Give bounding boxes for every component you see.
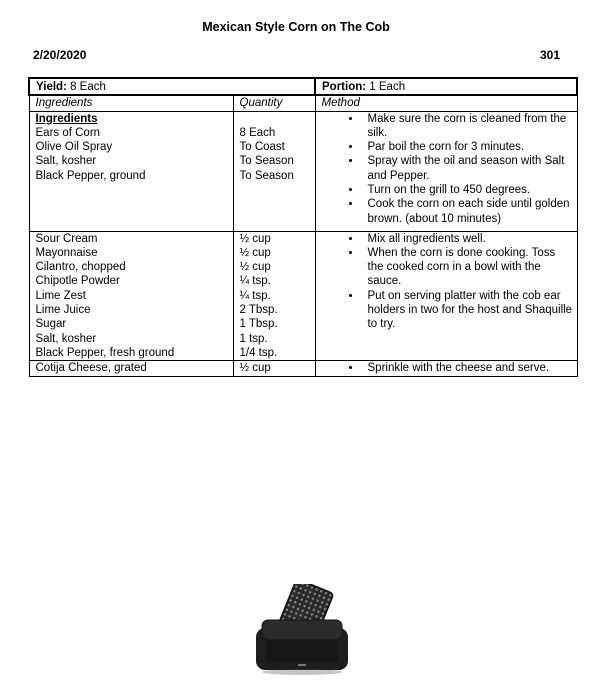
section-row-1 (29, 111, 577, 231)
section-3-ingredients (29, 361, 233, 376)
method-step: • Put on serving platter with the cob ear holders in two for the host and Shaquille to try. (362, 289, 573, 332)
ingredient-item: Sour Cream (35, 232, 98, 245)
ingredient-item: Chipotle Powder (35, 275, 120, 288)
quantity-item: 8 Each (239, 126, 276, 139)
method-step: • Mix all ingredients well. (362, 232, 573, 246)
quantity-item: To Season (239, 169, 294, 182)
quantity-item: ¼ tsp. (239, 289, 271, 302)
ingredient-item: Black Pepper, fresh ground (35, 346, 175, 359)
section-1-quantities (233, 111, 315, 231)
indoor-grill-icon (252, 584, 352, 678)
quantity-item: 2 Tbsp. (239, 304, 278, 317)
quantity-item: ½ cup (239, 232, 271, 245)
recipe-title: Mexican Style Corn on The Cob (202, 20, 390, 34)
header-quantity: Quantity (233, 95, 315, 111)
section-3-method (315, 361, 577, 376)
quantity-item: ½ cup (239, 362, 271, 375)
quantity-item: ¼ tsp. (239, 275, 271, 288)
ingredient-item: Cotija Cheese, grated (35, 362, 147, 375)
quantity-item: 1/4 tsp. (239, 346, 278, 359)
recipe-table (28, 77, 578, 377)
section-2-quantities (233, 231, 315, 361)
section-row-3 (29, 361, 577, 376)
ingredient-item: Sugar (35, 318, 67, 331)
quantity-item: ½ cup (239, 261, 271, 274)
indoor-grill-icon (252, 584, 352, 678)
method-step: • Turn on the grill to 450 degrees. (362, 183, 573, 197)
header-row (29, 95, 577, 111)
section-row-2 (29, 231, 577, 361)
method-step: • Make sure the corn is cleaned from the silk. (362, 112, 573, 141)
method-steps (322, 232, 577, 332)
quantity-item: To Coast (239, 141, 285, 154)
section-2-method (315, 231, 577, 361)
ingredient-item: Lime Zest (35, 289, 86, 302)
ingredient-item: Black Pepper, ground (35, 169, 146, 182)
portion-label: Portion: (322, 81, 367, 93)
section-3-quantities (233, 361, 315, 376)
yield-value: 8 Each (70, 81, 106, 93)
section-1-method (315, 111, 577, 231)
method-step: • When the corn is done cooking. Toss the cooked corn in a bowl with the sauce. (362, 246, 573, 289)
ingredient-item: Lime Juice (35, 304, 91, 317)
recipe-date: 2/20/2020 (33, 48, 87, 62)
ingredients-subheading: Ingredients (35, 112, 98, 125)
method-steps (322, 112, 577, 226)
quantity-item: 1 tsp. (239, 332, 268, 345)
method-steps (322, 361, 577, 375)
ingredient-item: Mayonnaise (35, 246, 98, 259)
method-step: • Par boil the corn for 3 minutes. (362, 140, 573, 154)
ingredient-item: Salt, kosher (35, 332, 97, 345)
quantity-item: 1 Tbsp. (239, 318, 278, 331)
section-2-ingredients (29, 231, 233, 361)
page-number: 301 (540, 48, 561, 62)
portion-cell (315, 78, 577, 95)
ingredient-item: Salt, kosher (35, 155, 97, 168)
quantity-item: ½ cup (239, 246, 271, 259)
method-step: • Sprinkle with the cheese and serve. (362, 361, 573, 375)
yield-cell (29, 78, 315, 95)
ingredient-item: Cilantro, chopped (35, 261, 126, 274)
method-step: • Cook the corn on each side until golden brown. (about 10 minutes) (362, 197, 573, 226)
header-ingredients: Ingredients (29, 95, 233, 111)
method-step: • Spray with the oil and season with Salt and Pepper. (362, 154, 573, 183)
section-1-ingredients (29, 111, 233, 231)
yield-label: Yield: (36, 81, 67, 93)
quantity-item: To Season (239, 155, 294, 168)
ingredient-item: Olive Oil Spray (35, 141, 113, 154)
ingredient-item: Ears of Corn (35, 126, 101, 139)
header-method: Method (315, 95, 577, 111)
portion-value: 1 Each (369, 81, 406, 93)
yield-portion-row (29, 78, 577, 95)
